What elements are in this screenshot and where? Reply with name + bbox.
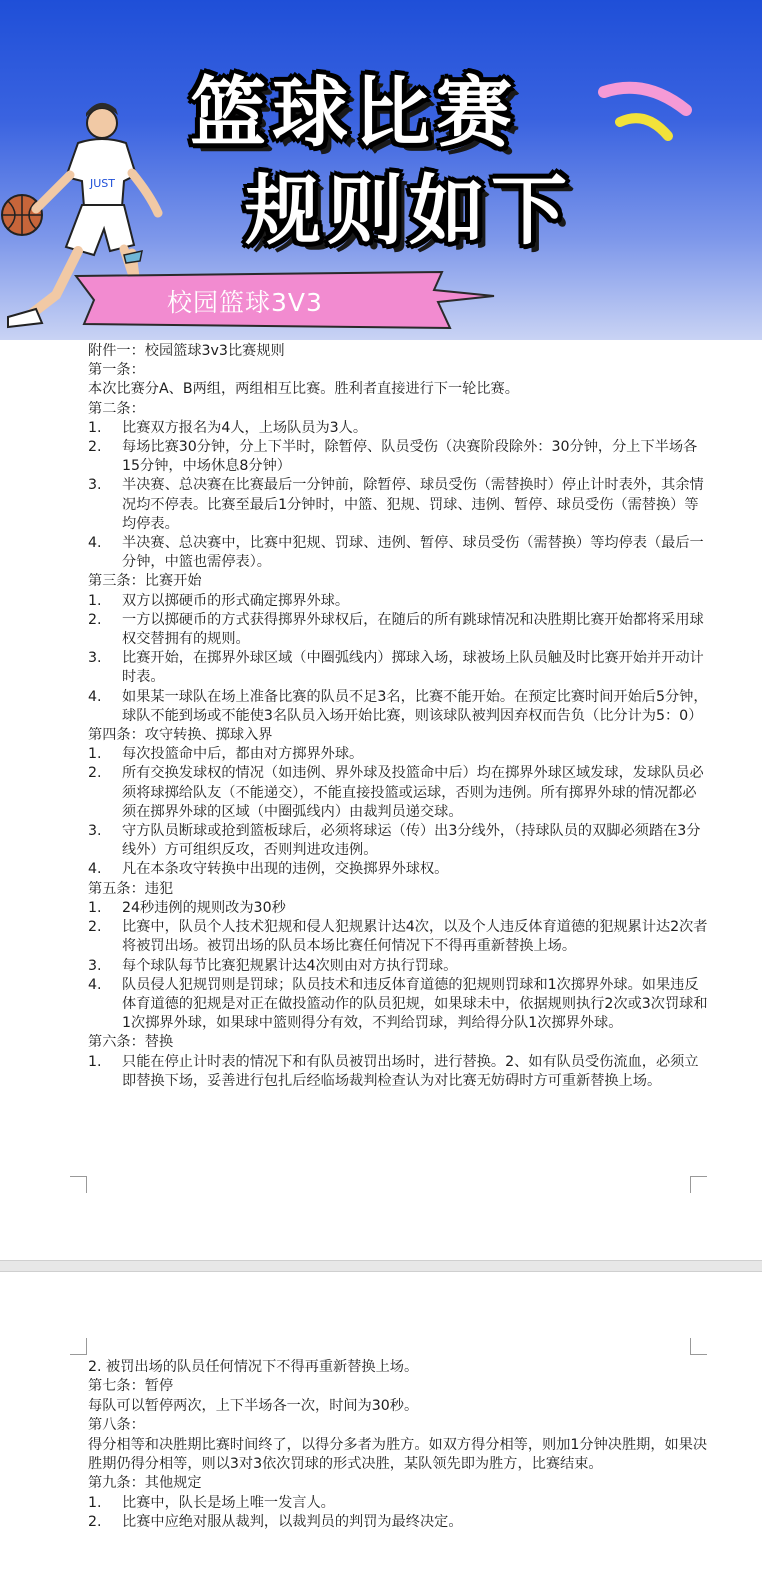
crop-mark (70, 1176, 87, 1193)
list-item: 4. 半决赛、总决赛中，比赛中犯规、罚球、违例、暂停、球员受伤（需替换）等均停表（最后一分钟，中篮也需停表）。 (88, 535, 704, 571)
article-6-title: 第六条：替换 (88, 1034, 174, 1051)
list-item: 3. 每个球队每节比赛犯规累计达4次则由对方执行罚球。 (88, 957, 458, 974)
document-page-1 (88, 342, 708, 1091)
jersey-text: JUST (90, 177, 115, 190)
list-item: 2. 一方以掷硬币的方式获得掷界外球权后，在随后的所有跳球情况和决胜期比赛开始都将采用球权交替拥有的规则。 (88, 611, 704, 648)
list-item: 2. 比赛中应绝对服从裁判，以裁判员的判罚为最终决定。 (88, 1514, 463, 1531)
article-7-body: 每队可以暂停两次，上下半场各一次，时间为30秒。 (88, 1397, 419, 1414)
list-item: 3. 比赛开始，在掷界外球区域（中圈弧线内）掷球入场，球被场上队员触及时比赛开始并开动计时表。 (88, 650, 704, 686)
article-5-title: 第五条：违犯 (88, 880, 174, 897)
document-page-2 (88, 1358, 708, 1533)
list-item: 2. 比赛中，队员个人技术犯规和侵人犯规累计达4次，以及个人违反体育道德的犯规累计达2次者将被罚出场。被罚出场的队员本场比赛任何情况下不得再重新替换上场。 (88, 919, 708, 955)
list-item: 1. 只能在停止计时表的情况下和有队员被罚出场时，进行替换。2、如有队员受伤流血，必须立即替换下场，妥善进行包扎后经临场裁判检查认为对比赛无妨碍时方可重新替换上场。 (88, 1053, 699, 1089)
list-item: 4. 如果某一球队在场上准备比赛的队员不足3名，比赛不能开始。在预定比赛时间开始后5分钟，球队不能到场或不能使3名队员入场开始比赛，则该球队被判因弃权而告负（比分计为5：0） (88, 688, 708, 724)
crop-mark (690, 1176, 707, 1193)
document-heading: 附件一：校园篮球3v3比赛规则 (88, 343, 285, 359)
article-9-title: 第九条：其他规定 (88, 1475, 202, 1492)
article-4-title: 第四条：攻守转换、掷球入界 (88, 727, 273, 744)
article-1-body: 本次比赛分A、B两组，两组相互比赛。胜利者直接进行下一轮比赛。 (88, 381, 519, 398)
page2-line-1: 2. 被罚出场的队员任何情况下不得再重新替换上场。 (88, 1359, 419, 1375)
list-item: 1. 24秒违例的规则改为30秒 (88, 899, 286, 916)
article-8-title: 第八条： (88, 1417, 145, 1434)
list-item: 4. 凡在本条攻守转换中出现的违例，交换掷界外球权。 (88, 861, 449, 878)
crop-mark (70, 1338, 87, 1355)
list-item: 2. 每场比赛30分钟，分上下半时，除暂停、队员受伤（决赛阶段除外：30分钟，分上下半场各15分钟，中场休息8分钟） (88, 439, 698, 475)
list-item: 3. 守方队员断球或抢到篮板球后，必须将球运（传）出3分线外，（持球队员的双脚必须踏在3分线外）方可组织反攻，否则判进攻违例。 (88, 823, 701, 859)
decorative-swoosh-icon (596, 70, 696, 150)
article-1-title: 第一条： (88, 362, 145, 379)
article-8-body: 得分相等和决胜期比赛时间终了，以得分多者为胜方。如双方得分相等，则加1分钟决胜期，如果决胜期仍得分相等，则以3对3依次罚球的形式决胜，某队领先即为胜方，比赛结束。 (88, 1436, 708, 1473)
article-7-title: 第七条：暂停 (88, 1378, 174, 1395)
article-2-title: 第二条： (88, 400, 145, 417)
list-item: 4. 队员侵人犯规罚则是罚球；队员技术和违反体育道德的犯规则罚球和1次掷界外球。如果违反体育道德的犯规是对正在做投篮动作的队员犯规，如果球未中，依据规则执行2次或3次罚球和1次掷界外球，如果球中篮则得分有效，不判给罚球，判给得分队1次掷界外球。 (88, 976, 708, 1032)
list-item: 2. 所有交换发球权的情况（如违例、界外球及投篮命中后）均在掷界外球区域发球，发球队员必须将球掷给队友（不能递交），不能直接投篮或运球，否则为违例。所有掷界外球的情况都必须在掷界外球的区域（中圈弧线内）由裁判员递交球。 (88, 765, 704, 820)
list-item: 1. 双方以掷硬币的形式确定掷界外球。 (88, 592, 350, 609)
article-3-title: 第三条：比赛开始 (88, 573, 202, 590)
banner-title-line2: 规则如下 (245, 166, 573, 255)
list-item: 1. 比赛中，队长是场上唯一发言人。 (88, 1494, 335, 1511)
crop-mark (690, 1338, 707, 1355)
banner-title-line1: 篮球比赛 (190, 68, 518, 157)
page-separator (0, 1260, 762, 1272)
list-item: 1. 每次投篮命中后，都由对方掷界外球。 (88, 746, 364, 763)
subtitle-ribbon-label: 校园篮球3V3 (167, 288, 323, 317)
list-item: 3. 半决赛、总决赛在比赛最后一分钟前，除暂停、球员受伤（需替换时）停止计时表外，其余情况均不停表。比赛至最后1分钟时，中篮、犯规、罚球、违例、暂停、球员受伤（需替换）等均停表。 (88, 477, 704, 532)
list-item: 1. 比赛双方报名为4人，上场队员为3人。 (88, 419, 368, 436)
header-banner (0, 0, 762, 340)
